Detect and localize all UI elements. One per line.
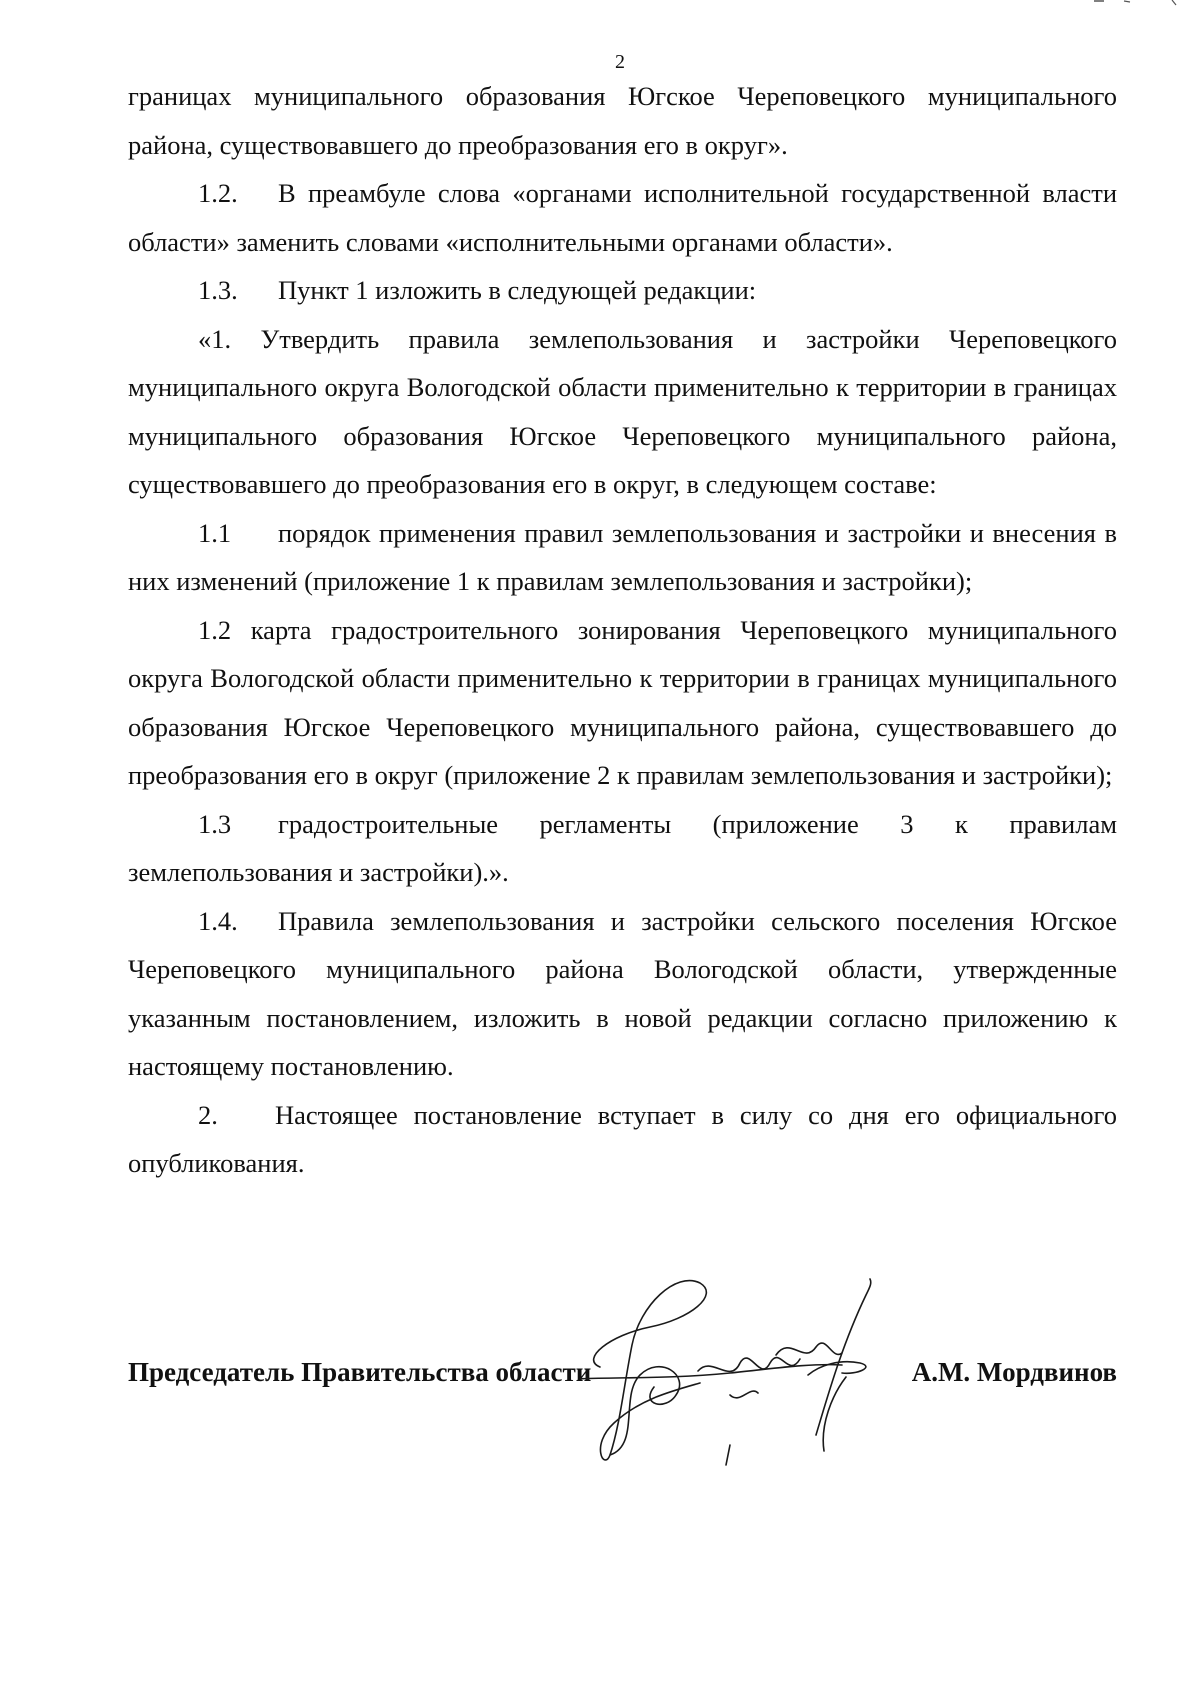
paragraph-continuation: границах муниципального образования Югское Череповецкого муниципального района, существовавшего до преобразования его в округ». (128, 81, 1117, 160)
paragraph-1-3 (128, 266, 1117, 315)
paragraph-1-2-map: 1.2 карта градостроительного зонирования Череповецкого муниципального округа Вологодской области применительно к территории в границах муниципального образования Югское Череповецкого муниципального района, существовавшего до преобразования его в округ (приложение 2 к правилам землепользования и застройки); (128, 614, 1117, 790)
item-text: порядок применения правил землепользования и застройки и внесения в них изменений (приложение 1 к правилам землепользования и застройки); (128, 517, 1117, 596)
paragraph-1-1 (128, 509, 1117, 606)
signatory-title: Председатель Правительства области (128, 1357, 592, 1387)
paragraph-2 (128, 1091, 1117, 1188)
paragraph-quote-1: «1. Утвердить правила землепользования и застройки Череповецкого муниципального округа Вологодской области применительно к территории в границах муниципального образования Югское Череповецкого муниципального района, существовавшего до преобразования его в округ, в следующем составе: (128, 323, 1117, 499)
item-text: Пункт 1 изложить в следующей редакции: (278, 275, 757, 305)
item-text: Правила землепользования и застройки сельского поселения Югское Череповецкого муниципального района Вологодской области, утвержденные указанным постановлением, изложить в новой редакции согласно приложению к настоящему постановлению. (128, 905, 1117, 1081)
item-text: градостроительные регламенты (приложение 3 к правилам землепользования и застройки).». (128, 808, 1117, 887)
paragraph-1-4 (128, 897, 1117, 1091)
item-number: 1.2. (198, 178, 238, 208)
handwritten-signature (580, 1275, 920, 1470)
page-number: 2 (615, 51, 625, 73)
paragraph-1-3-regulations (128, 800, 1117, 897)
item-text: Настоящее постановление вступает в силу со дня его официального опубликования. (128, 1099, 1117, 1178)
item-number: 1.3 (198, 808, 232, 839)
signatory-name: А.М. Мордвинов (911, 1357, 1117, 1387)
item-number: 1.3. (198, 275, 238, 305)
paragraph-1-2 (128, 169, 1117, 266)
item-number: 1.4. (198, 905, 238, 936)
document-body (128, 72, 1117, 1188)
item-number: 2. (198, 1099, 218, 1130)
item-text: В преамбуле слова «органами исполнительной государственной власти области» заменить словами «исполнительными органами области». (128, 178, 1117, 257)
scan-mark (1090, 0, 1180, 6)
item-number: 1.1 (198, 517, 232, 548)
